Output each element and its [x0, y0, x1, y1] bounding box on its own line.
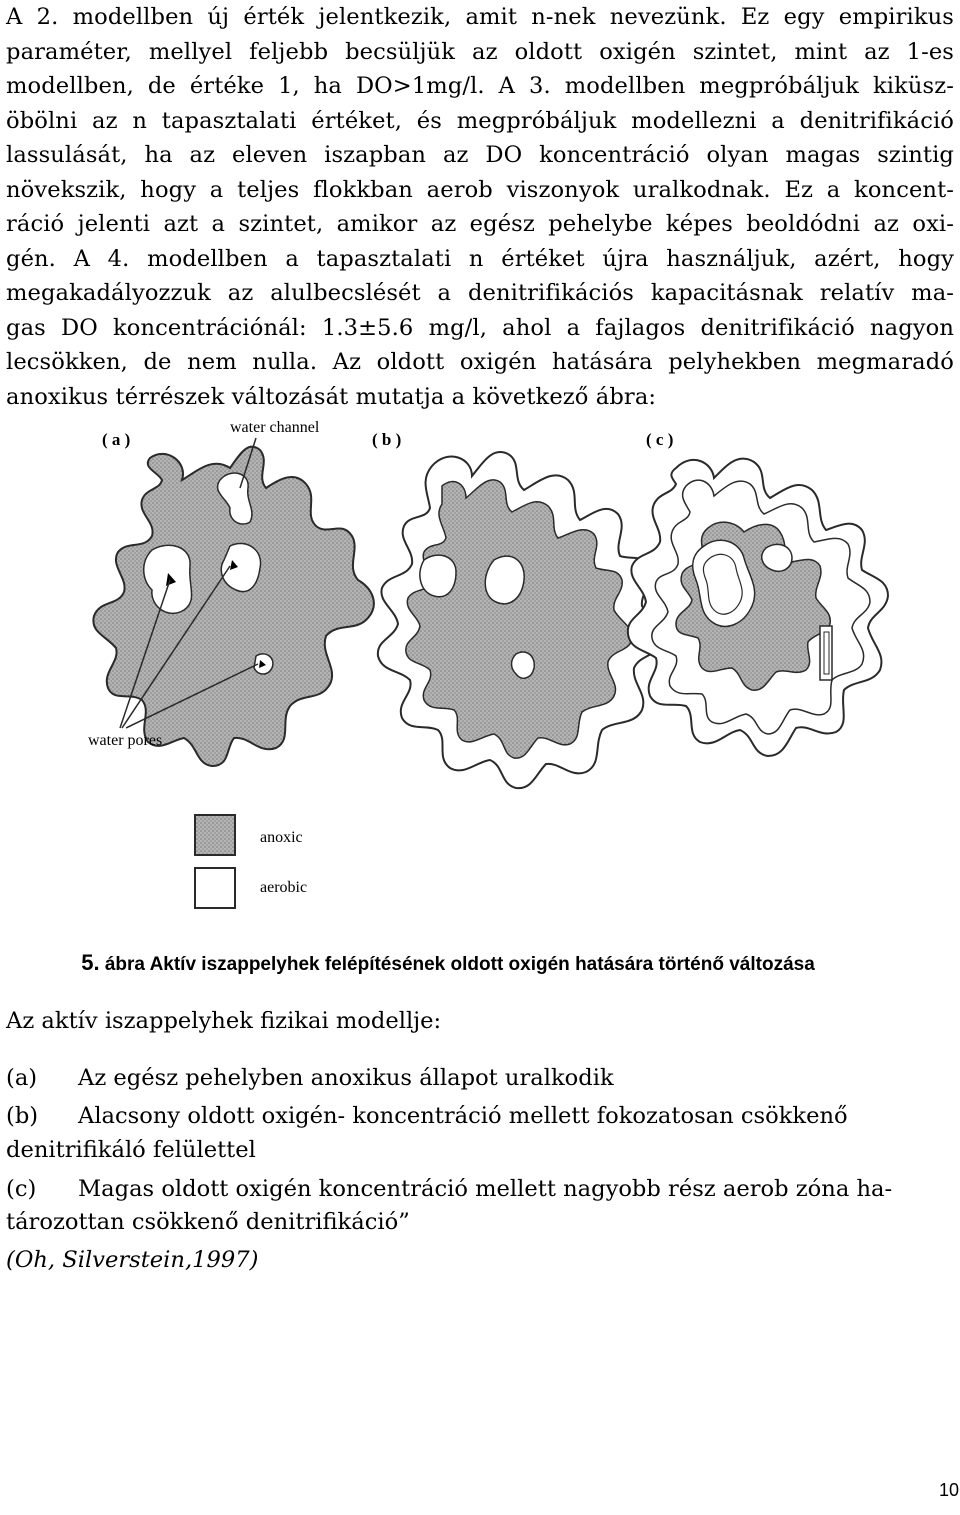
legend [195, 815, 307, 908]
paragraph-line: gén. A 4. modellben a tapasztalati n értéket újra használjuk, azért, hogy [6, 245, 954, 272]
figure-caption [81, 950, 815, 976]
paragraph-line: anoxikus térrészek változását mutatja a következő ábra: [6, 383, 657, 410]
legend-aerobic-label: aerobic [260, 879, 308, 896]
paragraph-line: modellben, de értéke 1, ha DO>1mg/l. A 3. modellben megpróbáljuk kiküsz- [6, 73, 954, 99]
list-item-tag: (a) [6, 1065, 38, 1091]
floc-figure [80, 410, 900, 930]
list-item-text: Magas oldott oxigén koncentráció mellett nagyobb rész aerob zóna ha- [78, 1176, 893, 1202]
water-pore [221, 543, 260, 591]
floc-c-aerobic-island [762, 544, 792, 571]
page-number: 10 [939, 1480, 960, 1500]
caption-number: 5. [81, 950, 100, 975]
paragraph-line: növekszik, hogy a teljes flokkban aerob viszonyok uralkodnak. Ez a koncent- [6, 176, 954, 203]
floc-b-pore [485, 556, 524, 604]
list-item-tag: (c) [6, 1176, 37, 1202]
paragraph-line: ráció jelenti azt a szintet, amikor az egész pehelybe képes beoldódni az oxi- [6, 211, 954, 237]
list-item [6, 1065, 614, 1091]
reference: (Oh, Silverstein,1997) [6, 1247, 259, 1273]
legend-anoxic-label: anoxic [260, 829, 303, 846]
legend-anoxic-swatch [195, 815, 235, 855]
panel-c-label: ( c ) [646, 430, 674, 449]
model-title: Az aktív iszappelyhek fizikai modellje: [6, 1008, 442, 1034]
water-pores-label: water pores [88, 732, 163, 749]
floc-c-aerobic-notch [820, 626, 832, 680]
caption-text: ábra Aktív iszappelyhek felépítésének oldott oxigén hatására történő változása [99, 954, 815, 975]
list-item-continuation: tározottan csökkenő denitrifikáció” [6, 1209, 410, 1235]
list-item-continuation: denitrifikáló felülettel [6, 1137, 256, 1163]
panel-b-label: ( b ) [372, 430, 402, 449]
paragraph-line: öbölni az n tapasztalati értéket, és megpróbáljuk modellezni a denitrifikáció [6, 107, 954, 134]
floc-a [93, 447, 373, 766]
paragraph-line: megakadályozzuk az alulbecslését a denitrifikációs kapacitásnak relatív ma- [6, 280, 954, 306]
paragraph-line: lassulását, ha az eleven iszapban az DO koncentráció olyan magas szintig [6, 142, 954, 168]
floc-b [378, 452, 664, 788]
list-item-text: Alacsony oldott oxigén- koncentráció mellett fokozatosan csökkenő [78, 1103, 848, 1129]
legend-aerobic-swatch [195, 868, 235, 908]
paragraph-line: paraméter, mellyel feljebb becsüljük az oldott oxigén szintet, mint az 1-es [6, 38, 954, 65]
paragraph-line: gas DO koncentrációnál: 1.3±5.6 mg/l, ahol a fajlagos denitrifikáció nagyon [6, 314, 954, 341]
floc-b-pore [420, 555, 456, 597]
list-item-text: Az egész pehelyben anoxikus állapot uralkodik [78, 1065, 614, 1091]
paragraph-line: A 2. modellben új érték jelentkezik, amit n-nek nevezünk. Ez egy empirikus [6, 4, 954, 30]
list-item [6, 1176, 892, 1202]
list-item-tag: (b) [6, 1103, 39, 1129]
floc-c [628, 459, 888, 756]
list-item [6, 1103, 848, 1129]
water-channel-label: water channel [230, 419, 320, 436]
paragraph-line: lecsökken, de nem nulla. Az oldott oxigén hatására pelyhekben megmaradó [6, 349, 954, 375]
intro-paragraph [6, 0, 954, 414]
panel-a-label: ( a ) [102, 430, 131, 449]
